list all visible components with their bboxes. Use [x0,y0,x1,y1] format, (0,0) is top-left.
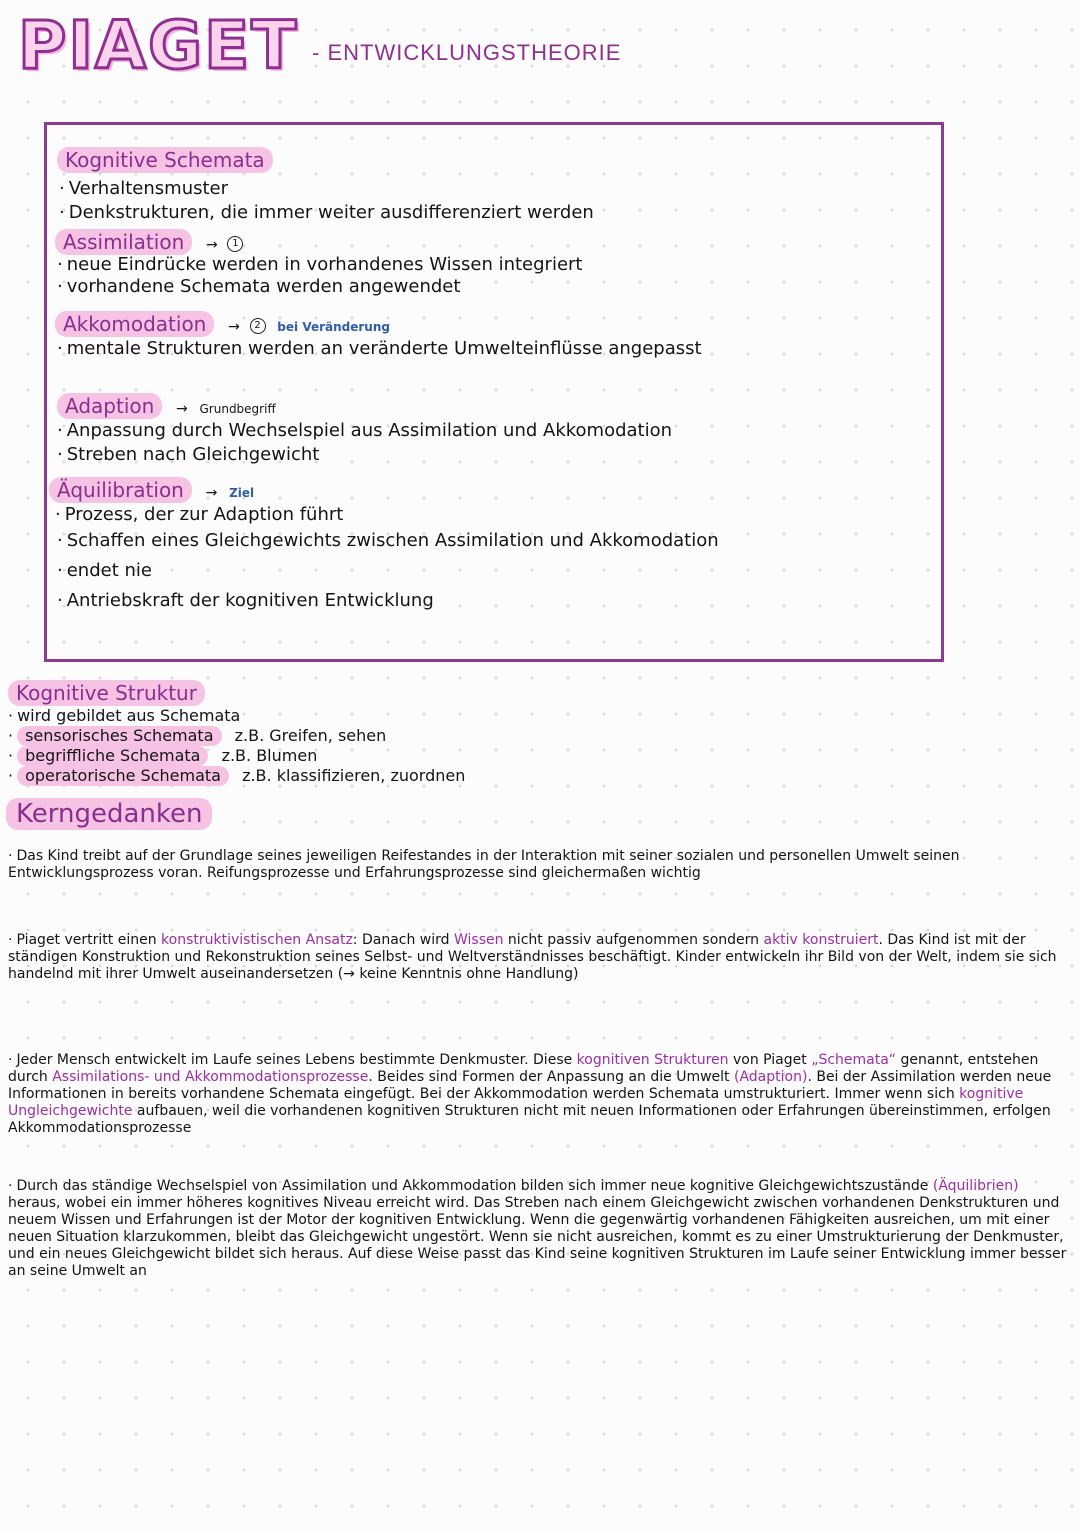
list-item-text: Schaffen eines Gleichgewichts zwischen Assimilation und Akkomodation [66,530,719,551]
paragraph-text: Jeder Mensch entwickelt im Laufe seines Lebens bestimmte Denkmuster. Diese [16,1052,577,1068]
struktur-heading: Kognitive Struktur [8,680,205,706]
schemata-heading: Kognitive Schemata [57,147,273,173]
akkomodation-heading: Akkomodation [55,311,214,337]
aequilibration-note: Ziel [229,486,255,500]
aequilibration-heading: Äquilibration [49,477,192,503]
paragraph-text: genannt, entstehen durch [8,1052,1039,1085]
list-item: · Verhaltensmuster [59,178,229,199]
list-item: · sensorisches Schemata z.B. Greifen, sehen [8,726,387,745]
paragraph-text: heraus, wobei ein immer höheres kognitives Niveau erreicht wird. Das Streben nach einem Gleichgewicht zwischen vorhandenen Denkstrukturen und neuem Wissen und Erfahrungen ist der Motor der kognitiven Entwicklung. Wenn die gegenwärtig vorhandenen Fähigkeiten ausreichen, um mit einer neuen Situation klarzukommen, bleibt das Gleichgewicht ungestört. Wenn sie nicht ausreichen, kommt es zu einer Umstrukturierung der Denkmuster, und ein neues Gleichgewicht bildet sich heraus. Auf diese Weise passt das Kind seine kognitiven Strukturen im Laufe seiner Entwicklung immer besser an seine Umwelt an [8,1195,1067,1279]
adaption-note: Grundbegriff [199,402,276,416]
step-number-badge: 1 [227,236,243,252]
highlight-term: Wissen [453,932,504,948]
page-title: PIAGET [18,7,299,84]
highlight-term: konstruktivistischen Ansatz [161,932,353,948]
struktur-example: z.B. Blumen [221,746,318,765]
highlight-term: kognitive Ungleichgewichte [8,1086,1024,1119]
list-item: · operatorische Schemata z.B. klassifizieren, zuordnen [8,766,466,785]
adaption-heading: Adaption [57,393,162,419]
list-item-text: Anpassung durch Wechselspiel aus Assimilation und Akkomodation [66,420,673,441]
highlight-term: aktiv konstruiert [763,932,879,948]
paragraph: · Durch das ständige Wechselspiel von Assimilation und Akkommodation bilden sich immer neue kognitive Gleichgewichtszustände (Äquilibrien) heraus, wobei ein immer höheres kognitives Niveau erreicht wird. Das Streben nach einem Gleichgewicht zwischen vorhandenen Denkstrukturen und neuem Wissen und Erfahrungen ist der Motor der kognitiven Entwicklung. Wenn die gegenwärtig vorhandenen Fähigkeiten ausreichen, um mit einer neuen Situation klarzukommen, bleibt das Gleichgewicht ungestört. Wenn sie nicht ausreichen, kommt es zu einer Umstrukturierung der Denkmuster, und ein neues Gleichgewicht bildet sich heraus. Auf diese Weise passt das Kind seine kognitiven Strukturen im Laufe seiner Entwicklung immer besser an seine Umwelt an [8,1178,1067,1279]
struktur-term: sensorisches Schemata [17,726,221,746]
paragraph-text: Durch das ständige Wechselspiel von Assimilation und Akkommodation bilden sich immer neue kognitive Gleichgewichtszustände [16,1178,933,1194]
highlight-term: „Schemata“ [811,1052,897,1068]
arrow-icon: → [228,319,240,335]
paragraph-text: . Beides sind Formen der Anpassung an die Umwelt [368,1069,734,1085]
list-item-text: neue Eindrücke werden in vorhandenes Wissen integriert [66,254,583,275]
paragraph-text: : Danach wird [352,932,454,948]
struktur-example: z.B. Greifen, sehen [234,726,387,745]
paragraph-text: nicht passiv aufgenommen sondern [503,932,764,948]
paragraph: · Das Kind treibt auf der Grundlage seines jeweiligen Reifestandes in der Interaktion mit seiner sozialen und personellen Umwelt seinen Entwicklungsprozess voran. Reifungsprozesse und Erfahrungsprozesse sind gleichermaßen wichtig [8,848,960,881]
list-item-text: Denkstrukturen, die immer weiter ausdifferenziert werden [68,202,594,223]
list-item: · Denkstrukturen, die immer weiter ausdifferenziert werden [59,202,594,223]
list-item: · Schaffen eines Gleichgewichts zwischen Assimilation und Akkomodation [57,530,719,551]
list-item-text: Streben nach Gleichgewicht [66,444,320,465]
struktur-term: begriffliche Schemata [17,746,208,766]
aequilibration-heading-row [49,477,254,505]
list-item: · Antriebskraft der kognitiven Entwicklung [57,590,434,611]
struktur-example: z.B. klassifizieren, zuordnen [242,766,466,785]
paragraph-text: Piaget vertritt einen [16,932,162,948]
kerngedanken-heading-row [6,798,212,830]
list-item: · Prozess, der zur Adaption führt [55,504,344,525]
paragraph-text: . Bei der Assimilation werden neue Informationen in bereits vorhandene Schemata eingefügt. Bei der Akkommodation werden Schemata umstrukturiert. Immer wenn sich [8,1069,1052,1102]
paragraph: · Jeder Mensch entwickelt im Laufe seines Lebens bestimmte Denkmuster. Diese kognitiven Strukturen von Piaget „Schemata“ genannt, entstehen durch Assimilations- und Akkommodationsprozesse. Beides sind Formen der Anpassung an die Umwelt (Adaption). Bei der Assimilation werden neue Informationen in bereits vorhandene Schemata eingefügt. Bei der Akkommodation werden Schemata umstrukturiert. Immer wenn sich kognitive Ungleichgewichte aufbauen, weil die vorhandenen kognitiven Strukturen nicht mit neuen Informationen oder Erfahrungen übereinstimmen, erfolgen Akkommodationsprozesse [8,1052,1052,1136]
adaption-heading-row [57,393,276,421]
list-item: · begriffliche Schemata z.B. Blumen [8,746,318,765]
highlight-term: kognitiven Strukturen [576,1052,729,1068]
list-item-text: Prozess, der zur Adaption führt [64,504,344,525]
list-item: · mentale Strukturen werden an veränderte Umwelteinflüsse angepasst [57,338,702,359]
kerngedanken-heading: Kerngedanken [6,798,212,830]
list-item-text: endet nie [66,560,152,581]
arrow-icon: → [205,237,218,253]
list-item: · Streben nach Gleichgewicht [57,444,320,465]
list-item-text: Verhaltensmuster [68,178,229,199]
paragraph-text: aufbauen, weil die vorhandenen kognitiven Strukturen nicht mit neuen Informationen oder Erfahrungen übereinstimmen, erfolgen Akkommodationsprozesse [8,1103,1051,1136]
struktur-intro: · wird gebildet aus Schemata [8,706,241,725]
list-item-text: vorhandene Schemata werden angewendet [66,276,461,297]
list-item: · Anpassung durch Wechselspiel aus Assimilation und Akkomodation [57,420,673,441]
list-item-text: mentale Strukturen werden an veränderte Umwelteinflüsse angepasst [66,338,702,359]
list-item-text: wird gebildet aus Schemata [17,706,241,725]
list-item: · endet nie [57,560,152,581]
summary-box [44,122,944,662]
list-item-text: Antriebskraft der kognitiven Entwicklung [66,590,434,611]
paragraph-text: Das Kind treibt auf der Grundlage seines jeweiligen Reifestandes in der Interaktion mit seiner sozialen und personellen Umwelt seinen Entwicklungsprozess voran. Reifungsprozesse und Erfahrungsprozesse sind gleichermaßen wichtig [8,848,960,881]
akkomodation-note: bei Veränderung [277,320,390,334]
struktur-term: operatorische Schemata [17,766,229,786]
paragraph-text: von Piaget [728,1052,812,1068]
akkomodation-heading-row [55,311,390,339]
arrow-icon: → [205,485,218,501]
paragraph: · Piaget vertritt einen konstruktivistischen Ansatz: Danach wird Wissen nicht passiv aufgenommen sondern aktiv konstruiert. Das Kind ist mit der ständigen Konstruktion und Rekonstruktion seines Selbst- und Weltverständnisses beschäftigt. Kinder entwickeln ihr Bild von der Welt, indem sie sich handelnd mit ihrer Umwelt auseinandersetzen (→ keine Kenntnis ohne Handlung) [8,932,1057,982]
highlight-term: Assimilations- und Akkommodationsprozesse [52,1069,369,1085]
highlight-term: (Äquilibrien) [932,1178,1019,1194]
schemata-heading-row [57,147,273,174]
assimilation-heading: Assimilation [55,229,192,255]
struktur-heading-row [8,680,205,706]
page-subtitle: - ENTWICKLUNGSTHEORIE [312,40,622,65]
step-number-badge: 2 [250,318,266,334]
highlight-term: (Adaption) [734,1069,808,1085]
arrow-icon: → [176,401,188,417]
paragraph-text: . Das Kind ist mit der ständigen Konstruktion und Rekonstruktion seines Selbst- und Weltverständnisses beschäftigt. Kinder entwickeln ihr Bild von der Welt, indem sie sich handelnd mit ihrer Umwelt auseinandersetzen (→ keine Kenntnis ohne Handlung) [8,932,1057,982]
list-item: · neue Eindrücke werden in vorhandenes Wissen integriert [57,254,583,275]
list-item: · vorhandene Schemata werden angewendet [57,276,461,297]
